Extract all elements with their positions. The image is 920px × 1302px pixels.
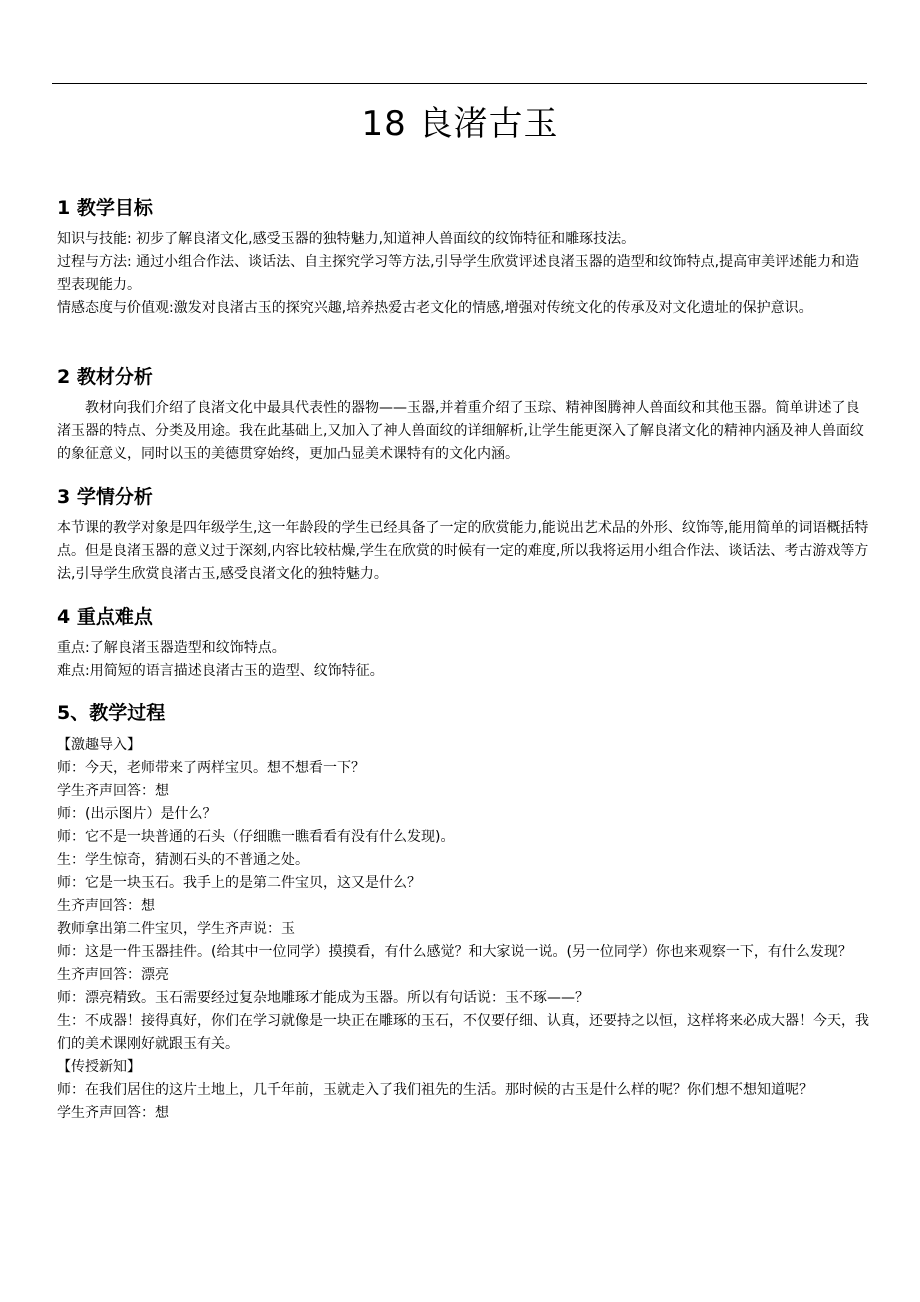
dialogue-line: 师：它是一块玉石。我手上的是第二件宝贝，这又是什么？ xyxy=(57,875,421,891)
dialogue-line: 生：学生惊奇，猜测石头的不普通之处。 xyxy=(57,852,309,868)
dialogue-line: 教师拿出第二件宝贝，学生齐声说：玉 xyxy=(57,921,295,937)
section-teaching-goals xyxy=(57,195,869,320)
paragraph: 过程与方法: 通过小组合作法、谈话法、自主探究学习等方法,引导学生欣赏评述良渚玉器的造型和纹饰特点,提高审美评述能力和造型表现能力。 xyxy=(57,254,860,293)
dialogue-line: 生齐声回答：想 xyxy=(57,898,155,914)
section-heading: 5、教学过程 xyxy=(57,702,166,724)
dialogue-line: 师：(出示图片）是什么？ xyxy=(57,806,217,822)
section-heading: 4 重点难点 xyxy=(57,606,153,628)
paragraph: 本节课的教学对象是四年级学生,这一年龄段的学生已经具备了一定的欣赏能力,能说出艺术品的外形、纹饰等,能用简单的词语概括特点。但是良渚玉器的意义过于深刻,内容比较枯燥,学生在欣赏的时候有一定的难度,所以我将运用小组合作法、谈话法、考古游戏等方法,引导学生欣赏良渚古玉,感受良渚文化的独特魅力。 xyxy=(57,520,869,582)
dialogue-line: 【激趣导入】 xyxy=(57,737,141,753)
dialogue-line: 【传授新知】 xyxy=(57,1059,141,1075)
header-rule xyxy=(52,83,867,84)
dialogue-line: 师：今天，老师带来了两样宝贝。想不想看一下？ xyxy=(57,760,365,776)
paragraph: 情感态度与价值观:激发对良渚古玉的探究兴趣,培养热爱古老文化的情感,增强对传统文化的传承及对文化遗址的保护意识。 xyxy=(57,300,813,316)
section-heading: 2 教材分析 xyxy=(57,366,153,388)
section-heading: 1 教学目标 xyxy=(57,197,153,219)
dialogue-line: 生：不成器！接得真好，你们在学习就像是一块正在雕琢的玉石，不仅要仔细、认真，还要持之以恒，这样将来必成大器！今天，我们的美术课刚好就跟玉有关。 xyxy=(57,1013,869,1052)
dialogue-line: 学生齐声回答：想 xyxy=(57,783,169,799)
paragraph: 重点:了解良渚玉器造型和纹饰特点。 xyxy=(57,640,286,656)
dialogue-line: 学生齐声回答：想 xyxy=(57,1105,169,1121)
section-teaching-process xyxy=(57,700,869,1125)
dialogue-line: 师：这是一件玉器挂件。(给其中一位同学）摸摸看，有什么感觉？和大家说一说。(另一位同学）你也来观察一下，有什么发现？ xyxy=(57,944,852,960)
paragraph: 知识与技能: 初步了解良渚文化,感受玉器的独特魅力,知道神人兽面纹的纹饰特征和雕琢技法。 xyxy=(57,231,636,247)
document-title: 18 良渚古玉 xyxy=(361,104,559,144)
dialogue-line: 师：在我们居住的这片土地上，几千年前，玉就走入了我们祖先的生活。那时候的古玉是什么样的呢？你们想不想知道呢？ xyxy=(57,1082,813,1098)
dialogue-line: 师：漂亮精致。玉石需要经过复杂地雕琢才能成为玉器。所以有句话说：玉不琢——？ xyxy=(57,990,589,1006)
section-heading: 3 学情分析 xyxy=(57,486,153,508)
dialogue-line: 生齐声回答：漂亮 xyxy=(57,967,169,983)
dialogue-line: 师：它不是一块普通的石头（仔细瞧一瞧看看有没有什么发现)。 xyxy=(57,829,455,845)
section-student-analysis xyxy=(57,484,869,586)
paragraph: 难点:用简短的语言描述良渚古玉的造型、纹饰特征。 xyxy=(57,663,384,679)
section-material-analysis xyxy=(57,364,869,466)
paragraph: 教材向我们介绍了良渚文化中最具代表性的器物——玉器,并着重介绍了玉琮、精神图腾神人兽面纹和其他玉器。简单讲述了良渚玉器的特点、分类及用途。我在此基础上,又加入了神人兽面纹的详细解析,让学生能更深入了解良渚文化的精神内涵及神人兽面纹的象征意义，同时以玉的美德贯穿始终，更加凸显美术课特有的文化内涵。 xyxy=(57,400,864,462)
section-key-points xyxy=(57,604,869,683)
